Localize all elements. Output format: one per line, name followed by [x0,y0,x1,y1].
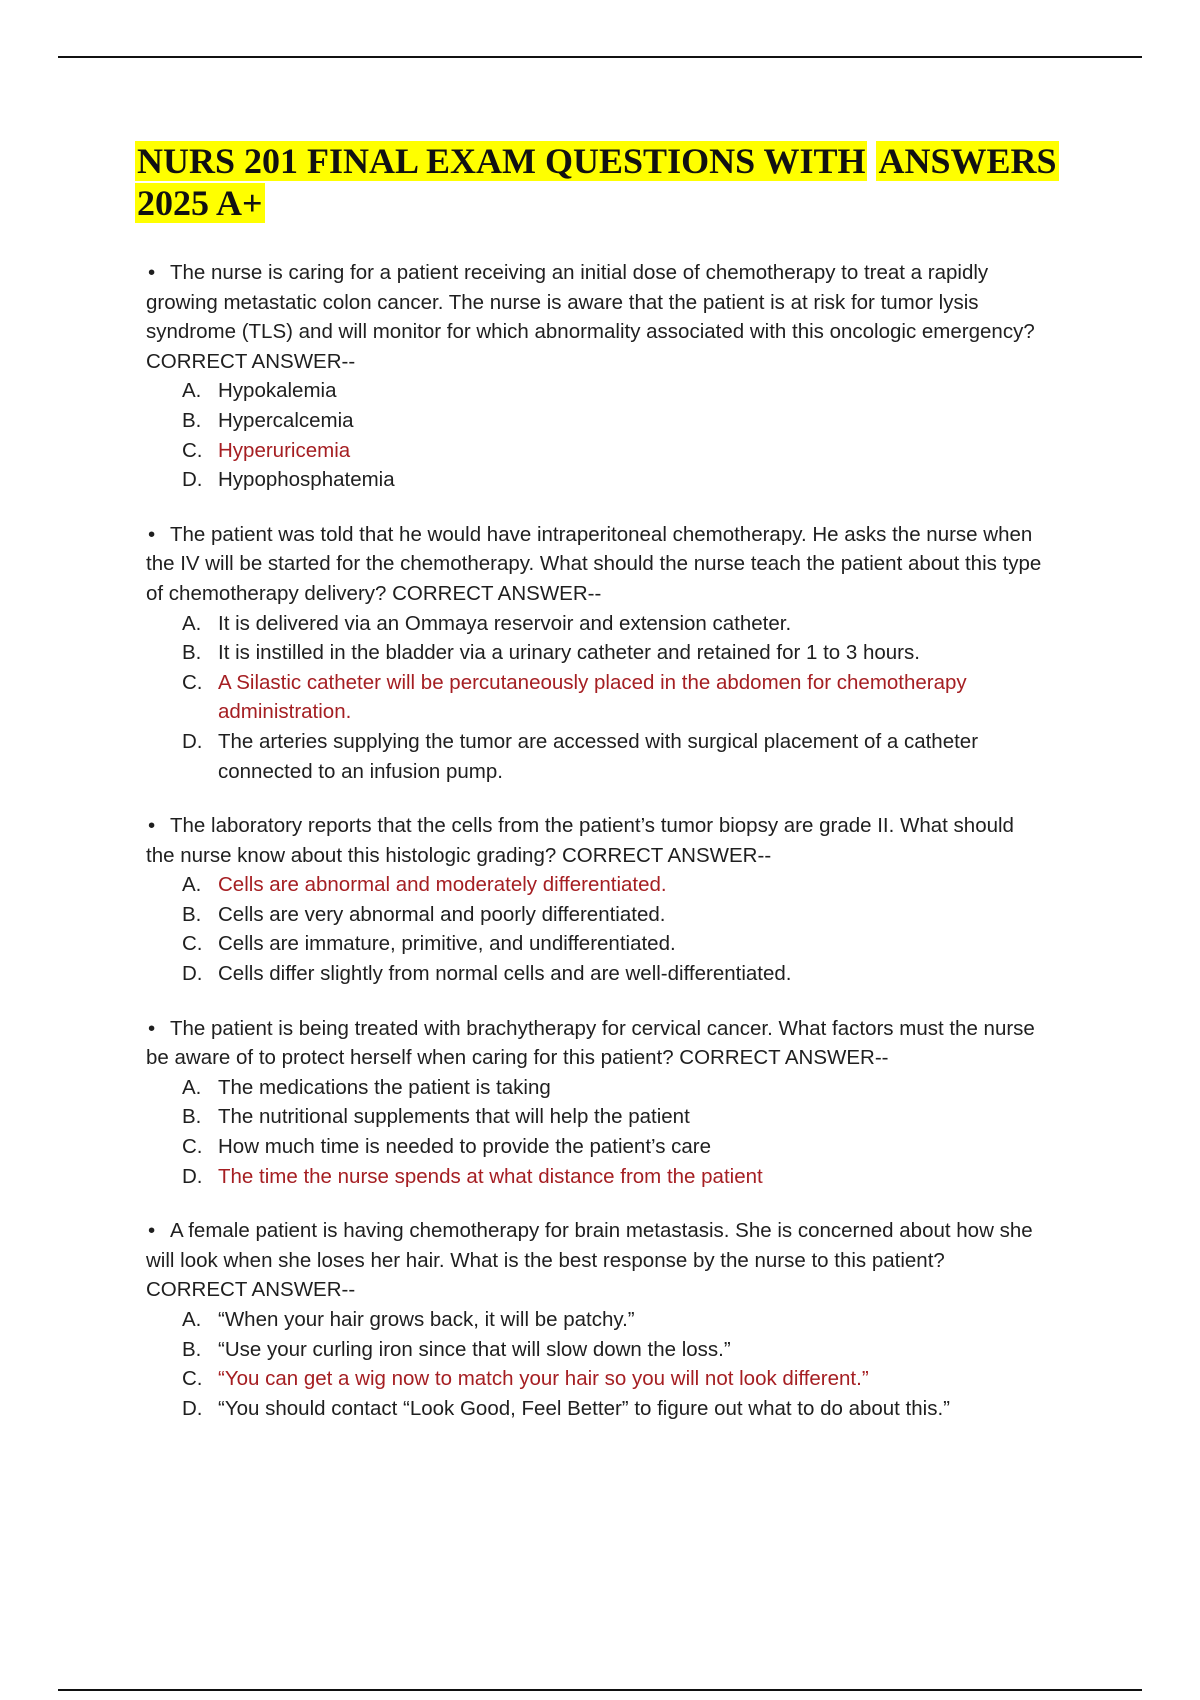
option-text: Cells differ slightly from normal cells and are well-differentiated. [218,962,792,986]
option-text: “Use your curling iron since that will slow down the loss.” [218,1337,731,1361]
option-text: “You should contact “Look Good, Feel Better” to figure out what to do about this.” [218,1396,950,1420]
option-letter: B. [182,1337,202,1361]
answer-option-d [146,727,1046,786]
question-stem [146,1014,1046,1073]
answer-option-c-correct [146,436,1046,466]
answer-option-d [146,959,1046,989]
option-text: The time the nurse spends at what distance from the patient [218,1164,763,1188]
option-text: Cells are immature, primitive, and undifferentiated. [218,932,676,956]
bullet-icon: • [148,261,156,284]
option-letter: C. [182,1367,203,1391]
answer-options [146,1073,1046,1191]
option-letter: B. [182,1105,202,1129]
answer-options [146,609,1046,787]
question-stem [146,258,1046,376]
answer-option-d-correct [146,1162,1046,1192]
option-text: The nutritional supplements that will help the patient [218,1105,690,1129]
answer-options [146,376,1046,494]
option-letter: D. [182,1396,203,1420]
option-letter: D. [182,468,203,492]
question-stem [146,811,1046,870]
question-1 [146,258,1046,495]
option-letter: C. [182,438,203,462]
option-letter: D. [182,962,203,986]
option-letter: C. [182,932,203,956]
bullet-icon: • [148,522,156,546]
option-text: Hypokalemia [218,379,337,403]
question-stem-text: A female patient is having chemotherapy for brain metastasis. She is concerned about how she will look when she loses her hair. What is the best response by the nurse to this patient? CORRECT ANSWER-- [146,1219,1033,1302]
question-stem-text: The nurse is caring for a patient receiving an initial dose of chemotherapy to treat a rapidly growing metastatic colon cancer. The nurse is aware that the patient is at risk for tumor lysis syndrome (TLS) and will monitor for which abnormality associated with this oncologic emergency? CORRECT ANSWER-- [146,261,1035,373]
question-stem [146,1216,1046,1305]
title-highlight-3: 2025 A+ [137,183,263,223]
bullet-icon: • [148,1219,156,1243]
option-text: “When your hair grows back, it will be patchy.” [218,1308,635,1331]
bullet-icon: • [148,814,156,838]
option-letter: A. [182,611,202,635]
option-text: A Silastic catheter will be percutaneously placed in the abdomen for chemotherapy administration. [218,670,967,724]
option-letter: A. [182,873,202,897]
question-4 [146,1014,1046,1192]
option-letter: A. [182,1308,202,1331]
title-highlight-2: ANSWERS [878,141,1057,181]
answer-option-a [146,1073,1046,1103]
option-letter: C. [182,1135,203,1159]
answer-options [146,870,1046,988]
option-letter: D. [182,1164,203,1188]
question-list [146,258,1046,1448]
answer-options [146,1305,1046,1423]
answer-option-b [146,1102,1046,1132]
answer-option-b [146,1335,1046,1365]
answer-option-c-correct [146,668,1046,727]
option-text: Hypercalcemia [218,408,354,432]
option-letter: D. [182,729,203,753]
top-rule [58,56,1142,58]
answer-option-a-correct [146,870,1046,900]
answer-option-b [146,638,1046,668]
bullet-icon: • [148,1016,156,1040]
option-letter: A. [182,1075,202,1099]
question-3 [146,811,1046,989]
option-letter: B. [182,641,202,665]
answer-option-c [146,1132,1046,1162]
question-2 [146,520,1046,786]
option-text: It is delivered via an Ommaya reservoir and extension catheter. [218,611,792,635]
option-text: Cells are very abnormal and poorly differentiated. [218,902,666,926]
option-text: Hyperuricemia [218,438,351,462]
answer-option-a [146,609,1046,639]
answer-option-d [146,465,1046,495]
option-letter: B. [182,902,202,926]
answer-option-b [146,900,1046,930]
question-stem-text: The patient is being treated with brachytherapy for cervical cancer. What factors must the nurse be aware of to protect herself when caring for this patient? CORRECT ANSWER-- [146,1016,1035,1070]
option-text: The arteries supplying the tumor are accessed with surgical placement of a catheter connected to an infusion pump. [218,729,979,783]
option-letter: B. [182,408,202,432]
option-text: The medications the patient is taking [218,1075,551,1099]
bottom-rule [58,1689,1142,1691]
option-text: How much time is needed to provide the patient’s care [218,1135,712,1159]
option-letter: C. [182,670,203,694]
option-letter: A. [182,379,202,403]
answer-option-b [146,406,1046,436]
document-title [135,140,1095,224]
title-highlight-1: NURS 201 FINAL EXAM QUESTIONS WITH [137,141,866,181]
option-text: “You can get a wig now to match your hair so you will not look different.” [218,1367,869,1391]
option-text: It is instilled in the bladder via a urinary catheter and retained for 1 to 3 hours. [218,641,920,665]
answer-option-c [146,929,1046,959]
question-stem [146,520,1046,609]
question-5 [146,1216,1046,1423]
option-text: Hypophosphatemia [218,468,395,492]
question-stem-text: The patient was told that he would have intraperitoneal chemotherapy. He asks the nurse when the IV will be started for the chemotherapy. What should the nurse teach the patient about this type of chemotherapy delivery? CORRECT ANSWER-- [146,522,1042,605]
answer-option-c-correct [146,1364,1046,1394]
answer-option-a [146,376,1046,406]
answer-option-a [146,1305,1046,1335]
option-text: Cells are abnormal and moderately differentiated. [218,873,667,897]
answer-option-d [146,1394,1046,1424]
question-stem-text: The laboratory reports that the cells from the patient’s tumor biopsy are grade II. What should the nurse know about this histologic grading? CORRECT ANSWER-- [146,814,1014,867]
